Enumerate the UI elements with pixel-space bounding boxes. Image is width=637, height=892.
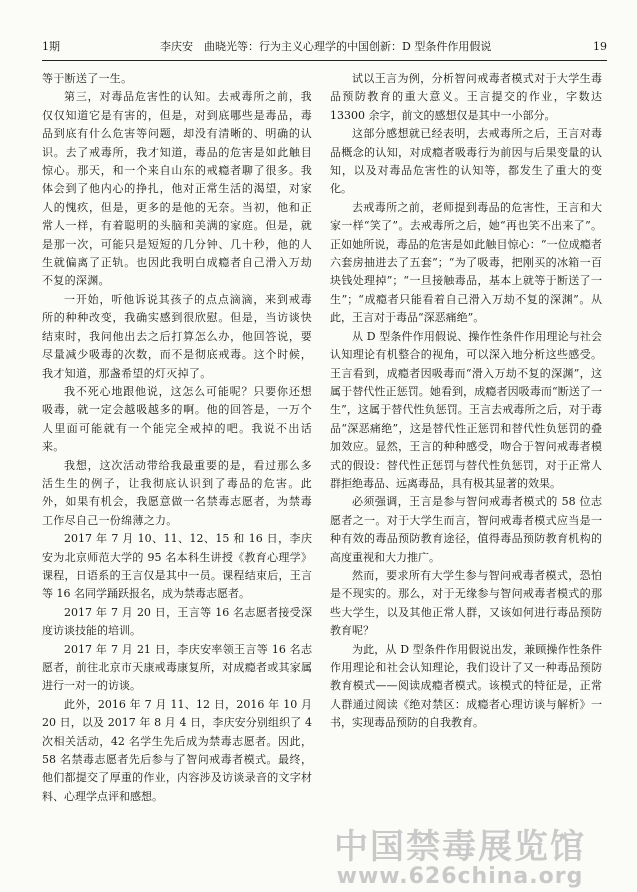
paragraph: 2017 年 7 月 20 日，王言等 16 名志愿者接受深度访谈技能的培训。	[42, 605, 312, 638]
issue-number: 1期	[42, 40, 60, 53]
page-header	[42, 36, 607, 58]
paragraph: 我想，这次活动带给我最重要的是，看过那么多活生生的例子，让我彻底认识到了毒品的危害。此外，如果有机会，我愿意做一名禁毒志愿者，为禁毒工作尽自己一份绵薄之力。	[42, 458, 312, 527]
paragraph: 从 D 型条件作用假说、操作性条件作用理论与社会认知理论有机整合的视角，可以深入地分析这些感受。王言看到，成瘾者因吸毒而“滑入万劫不复的深渊”，这属于替代性正惩罚。她看到，成瘾者因吸毒而“断送了一生”，这属于替代性负惩罚。王言去戒毒所之后，对于毒品“深恶痛绝”，这是替代性正惩罚和替代性负惩罚的叠加效应。显然，王言的种种感受，吻合于智问戒毒者模式的假设：替代性正惩罚与替代性负惩罚，对于正常人群拒绝毒品、远离毒品，具有极其显著的效果。	[330, 329, 602, 490]
paragraph: 试以王言为例，分析智问戒毒者模式对于大学生毒品预防教育的重大意义。王言提交的作业，字数达 13300 余字，前文的感想仅是其中一小部分。	[330, 72, 602, 122]
paragraph: 去戒毒所之前，老师提到毒品的危害性，王言和大家一样“笑了”。去戒毒所之后，她“再也笑不出来了”。正如她所说，毒品的危害是如此触目惊心：“一位成瘾者六套房抽进去了五套”；“为了吸毒，把刚买的冰箱一百块钱处理掉”；“一旦接触毒品，基本上就等于断送了一生”；“成瘾者只能看着自己滑入万劫不复的深渊”。从此，王言对于毒品“深恶痛绝”。	[330, 200, 602, 325]
watermark-url: www.626china.org	[336, 864, 584, 889]
page-number: 19	[593, 40, 607, 53]
paragraph: 这部分感想就已经表明，去戒毒所之后，王言对毒品概念的认知，对成瘾者吸毒行为前因与后果变量的认知，以及对毒品危害性的认知等，都发生了重大的变化。	[330, 127, 602, 196]
paragraph: 2017 年 7 月 21 日，李庆安率领王言等 16 名志愿者，前往北京市天康戒毒康复所，对成瘾者或其家属进行一对一的访谈。	[42, 642, 312, 693]
paragraph: 2017 年 7 月 10、11、12、15 和 16 日，李庆安为北京师范大学的 95 名本科生讲授《教育心理学》课程，日语系的王言仅是其中一员。课程结束后，王言等 16 名同学踊跃报名，成为禁毒志愿者。	[42, 532, 312, 601]
paragraph: 必须强调，王言是参与智问戒毒者模式的 58 位志愿者之一。对于大学生而言，智问戒毒者模式应当是一种有效的毒品预防教育途径，值得毒品预防教育机构的高度重视和大力推广。	[330, 495, 602, 564]
paragraph: 一开始，听他诉说其孩子的点点滴滴，来到戒毒所的种种改变，我确实感到很欣慰。但是，当访谈快结束时，我问他出去之后打算怎么办，他回答说，要尽量减少吸毒的次数，而不是彻底戒毒。这个时候，我才知道，那盏希望的灯灭掉了。	[42, 292, 312, 380]
paragraph: 为此，从 D 型条件作用假说出发，兼顾操作性条件作用理论和社会认知理论，我们设计了又一种毒品预防教育模式——阅读成瘾者模式。该模式的特征是，正常人群通过阅读《绝对禁区：成瘾者心理访谈与解析》一书，实现毒品预防的自我教育。	[330, 642, 602, 730]
paragraph: 我不死心地跟他说，这怎么可能呢？只要你还想吸毒，就一定会越吸越多的啊。他的回答是，一万个人里面可能就有一个能完全戒掉的吧。我说不出话来。	[42, 384, 312, 454]
paragraph: 然而，要求所有大学生参与智问戒毒者模式，恐怕是不现实的。那么，对于无缘参与智问戒毒者模式的那些大学生，以及其他正常人群，又该如何进行毒品预防教育呢？	[330, 568, 602, 638]
watermark-title: 中国禁毒展览馆	[334, 827, 586, 867]
left-column	[42, 70, 312, 806]
paragraph: 此外，2016 年 7 月 11、12 日，2016 年 10 月 20 日，以及 2017 年 8 月 4 日，李庆安分别组织了 4 次相关活动，42 名学生先后成为禁毒志愿者。因此，58 名禁毒志愿者先后参与了智问戒毒者模式。最终，他们都提交了厚重的作业，内容涉及访谈录音的文字材料、心理学点评和感想。	[42, 697, 312, 803]
watermark	[300, 828, 620, 888]
header-rule	[42, 60, 607, 61]
paragraph: 等于断送了一生。	[42, 72, 133, 85]
paragraph: 第三，对毒品危害性的认知。去戒毒所之前，我仅仅知道它是有害的，但是，对到底哪些是毒品，毒品到底有什么危害等问题，却没有清晰的、明确的认识。去了戒毒所，我才知道，毒品的危害是如此触目惊心。那天，和一个来自山东的戒瘾者聊了很多。我体会到了他内心的挣扎，他对正常生活的渴望，对家人的愧疚，但是，更多的是他的无奈。当初，他和正常人一样，有着聪明的头脑和美满的家庭。但是，就是那一次，可能只是短短的几分钟、几十秒，他的人生就偏离了正轨。也因此我明白成瘾者自己滑入万劫不复的深渊。	[42, 90, 312, 288]
running-title: 李庆安 曲晓光等：行为主义心理学的中国创新：D 型条件作用假说	[160, 40, 492, 53]
right-column	[330, 70, 602, 733]
